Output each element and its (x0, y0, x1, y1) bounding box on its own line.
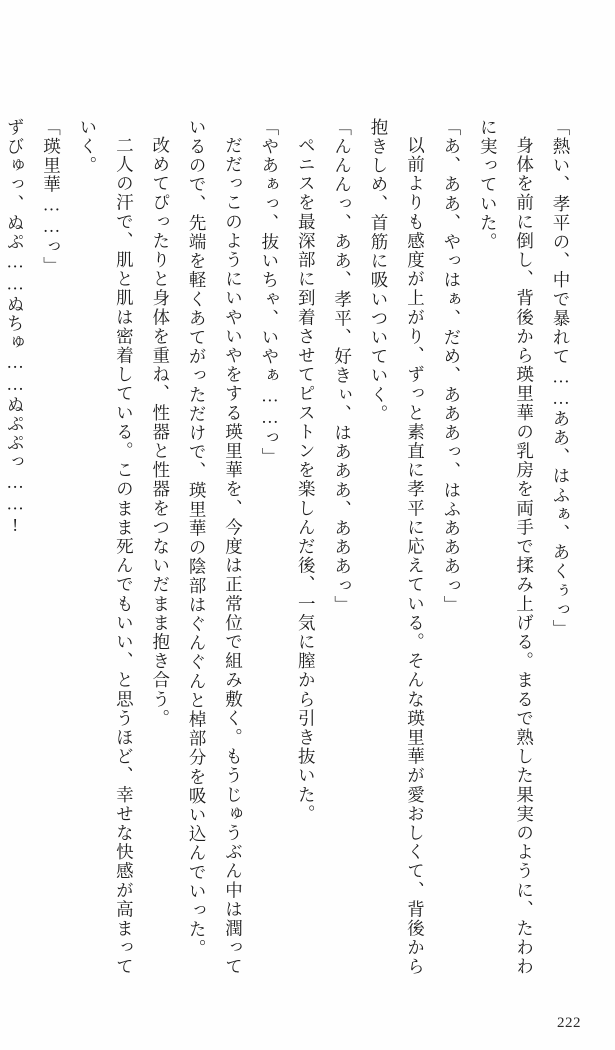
paragraph: 「あ、ああ、やっはぁ、だめ、あああっ、はふあああっ」 (441, 118, 462, 615)
paragraph: だだっこのようにいやいやをする瑛里華を、今度は正常位で組み敷く。もうじゅうぶん中は潤っているので、先端を軽くあてがっただけで、瑛里華の陰部はぐんぐんと棹部分を吸い込んでいった。 (187, 118, 244, 976)
paragraph: 改めてぴったりと身体を重ね、性器と性器をつないだまま抱き合う。 (150, 135, 171, 728)
paragraph: 「熱い、孝平の、中で暴れて……ああ、はふぁ、あくぅっ」 (551, 118, 571, 639)
paragraph: ずびゅっ、ぬぷ……ぬちゅ……ぬぷぷっ……! (5, 118, 26, 537)
paragraph: 以前よりも感度が上がり、ずっと素直に孝平に応えている。そんな瑛里華が愛おしくて、背後から抱きしめ、首筋に吸いついていく。 (369, 118, 426, 976)
paragraph: 二人の汗で、肌と肌は密着している。このまま死んでもいい、と思うほど、幸せな快感が高まっていく。 (77, 118, 135, 976)
paragraph: ペニスを最深部に到着させてピストンを楽しんだ後、一気に膣から引き抜いた。 (296, 135, 317, 824)
paragraph: 身体を前に倒し、背後から瑛里華の乳房を両手で揉み上げる。まるで熟した果実のように、たわわに実っていた。 (478, 118, 535, 976)
page-number: 222 (557, 1015, 581, 1031)
paragraph: 「やあぁっ、抜いちゃ、いやぁ……っ」 (259, 118, 280, 467)
paragraph: 「瑛里華……っ」 (41, 118, 62, 276)
paragraph: 「んんんっ、ああ、孝平、好きぃ、はあああ、あああっ」 (332, 118, 353, 615)
novel-body-text (5, 118, 579, 978)
